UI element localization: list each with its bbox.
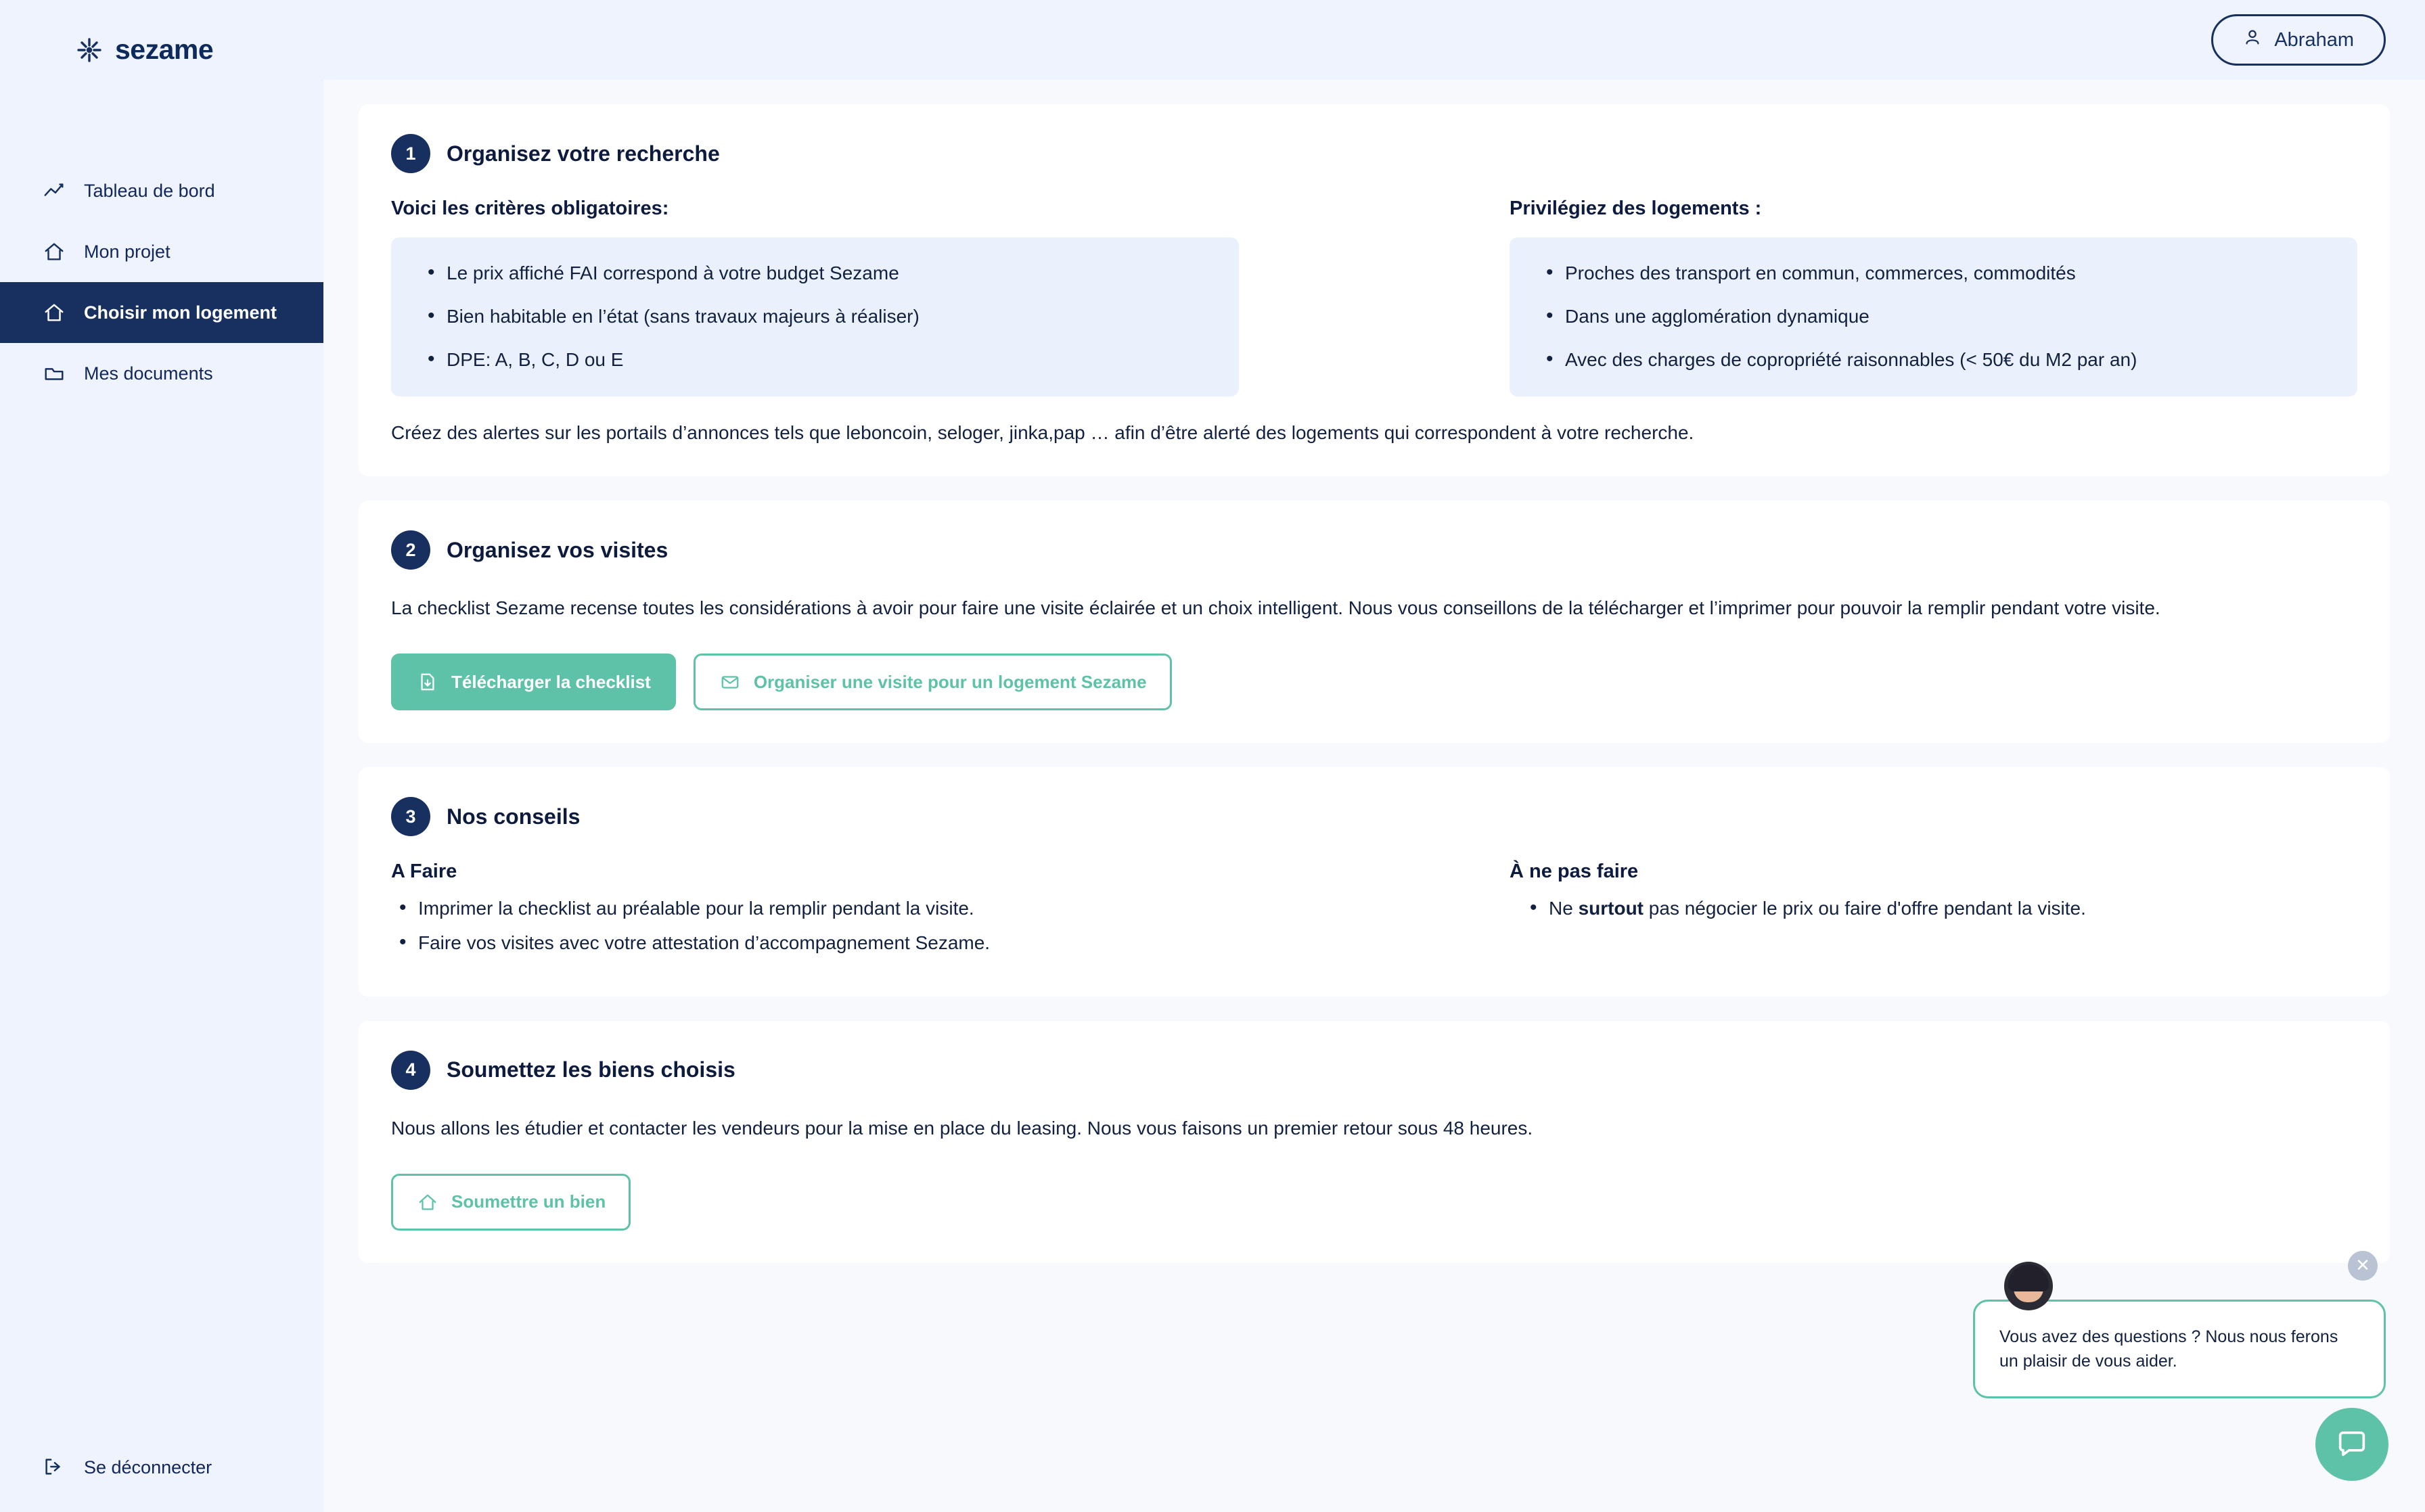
submit-property-button[interactable] xyxy=(391,1174,631,1231)
home-icon xyxy=(42,300,66,325)
user-icon xyxy=(2243,28,2262,52)
button-label: Soumettre un bien xyxy=(451,1191,606,1212)
sidebar-item-label: Mon projet xyxy=(84,241,171,262)
button-label: Télécharger la checklist xyxy=(451,671,651,692)
dont-label: À ne pas faire xyxy=(1510,861,1639,883)
step-card-4 xyxy=(359,1021,2390,1263)
list-item: • DPE: A, B, C, D ou E xyxy=(418,347,1212,373)
sidebar-item-choisir-mon-logement[interactable] xyxy=(0,282,323,343)
download-checklist-button[interactable] xyxy=(391,654,676,710)
chart-line-icon xyxy=(42,179,66,203)
list-item: • Proches des transport en commun, commerces, commodités xyxy=(1537,260,2330,286)
home-icon xyxy=(416,1191,439,1214)
alerts-note: Créez des alertes sur les portails d’annonces tels que leboncoin, seloger, jinka,pap … afin d’être alerté des logements qui correspondent à votre recherche. xyxy=(391,422,1694,444)
sidebar-item-mes-documents[interactable] xyxy=(0,343,323,404)
chat-message: Vous avez des questions ? Nous nous ferons un plaisir de vous aider. xyxy=(1973,1300,2386,1399)
list-item: • Le prix affiché FAI correspond à votre budget Sezame xyxy=(418,260,1212,286)
mandatory-criteria-box xyxy=(391,237,1239,396)
step-badge: 3 xyxy=(391,797,430,836)
dont-list xyxy=(1510,895,2357,923)
step-card-3 xyxy=(359,767,2390,996)
submit-paragraph: Nous allons les étudier et contacter les vendeurs pour la mise en place du leasing. Nous vous faisons un premier retour sous 48 heures. xyxy=(391,1117,1533,1139)
do-column xyxy=(391,861,1239,963)
agent-avatar-icon xyxy=(2004,1262,2053,1310)
logout-label: Se déconnecter xyxy=(84,1457,212,1477)
step-badge: 4 xyxy=(391,1051,430,1090)
sidebar-item-label: Mes documents xyxy=(84,363,213,384)
sidebar-item-tableau-de-bord[interactable] xyxy=(0,160,323,221)
card-header xyxy=(391,530,2357,570)
card-title: Soumettez les biens choisis xyxy=(447,1057,735,1082)
card-header xyxy=(391,1051,2357,1090)
list-item: • Avec des charges de copropriété raisonnables (< 50€ du M2 par an) xyxy=(1537,347,2330,373)
card-title: Nos conseils xyxy=(447,804,581,829)
button-label: Organiser une visite pour un logement Sezame xyxy=(753,671,1147,692)
folder-icon xyxy=(42,361,66,386)
user-menu-button[interactable] xyxy=(2211,14,2386,66)
home-icon xyxy=(42,239,66,264)
card-title: Organisez vos visites xyxy=(447,537,668,562)
organize-visit-button[interactable] xyxy=(694,654,1172,710)
submit-actions xyxy=(391,1174,2357,1231)
download-file-icon xyxy=(416,670,439,693)
dont-column xyxy=(1510,861,2357,963)
column-label: Privilégiez des logements : xyxy=(1510,198,1762,219)
main-area xyxy=(323,0,2425,1512)
do-label: A Faire xyxy=(391,861,457,883)
list-item: • Bien habitable en l’état (sans travaux majeurs à réaliser) xyxy=(418,304,1212,329)
card-title: Organisez votre recherche xyxy=(447,141,720,166)
visits-actions xyxy=(391,654,2357,710)
chat-greeting xyxy=(1973,1255,2386,1399)
list-item: • Dans une agglomération dynamique xyxy=(1537,304,2330,329)
step-badge: 2 xyxy=(391,530,430,570)
step-card-1 xyxy=(359,104,2390,476)
list-item: • Imprimer la checklist au préalable pour la remplir pendant la visite. xyxy=(391,895,1239,923)
sidebar-item-label: Tableau de bord xyxy=(84,180,215,201)
preferred-criteria-column xyxy=(1510,198,2357,396)
list-item: • Ne surtout pas négocier le prix ou faire d'offre pendant la visite. xyxy=(1510,895,2357,923)
criteria-columns xyxy=(391,198,2357,396)
do-list xyxy=(391,895,1239,957)
user-name: Abraham xyxy=(2274,28,2354,51)
advice-columns xyxy=(391,861,2357,963)
brand-logo[interactable] xyxy=(0,0,323,66)
visits-paragraph: La checklist Sezame recense toutes les considérations à avoir pour faire une visite éclairée et un choix intelligent. Nous vous conseillons de la télécharger et l’imprimer pour pouvoir la remplir pendant votre visite. xyxy=(391,597,2160,619)
mandatory-criteria-column xyxy=(391,198,1239,396)
sidebar xyxy=(0,0,323,1512)
topbar xyxy=(323,0,2425,80)
content-scroll xyxy=(323,80,2425,1512)
step-card-2 xyxy=(359,501,2390,743)
preferred-criteria-box xyxy=(1510,237,2357,396)
card-header xyxy=(391,134,2357,173)
sezame-sun-icon xyxy=(74,35,104,65)
mail-icon xyxy=(719,670,742,693)
card-header xyxy=(391,797,2357,836)
chat-bubble-icon xyxy=(2334,1425,2370,1464)
logout-button[interactable] xyxy=(0,1455,212,1480)
chat-launcher-button[interactable] xyxy=(2315,1408,2388,1481)
logout-icon xyxy=(42,1455,66,1480)
brand-name: sezame xyxy=(115,34,214,65)
close-icon[interactable]: ✕ xyxy=(2348,1251,2378,1281)
column-label: Voici les critères obligatoires: xyxy=(391,198,669,219)
list-item: • Faire vos visites avec votre attestation d’accompagnement Sezame. xyxy=(391,930,1239,957)
sidebar-item-mon-projet[interactable] xyxy=(0,221,323,282)
sidebar-nav xyxy=(0,160,323,404)
step-badge: 1 xyxy=(391,134,430,173)
sidebar-item-label: Choisir mon logement xyxy=(84,302,277,323)
